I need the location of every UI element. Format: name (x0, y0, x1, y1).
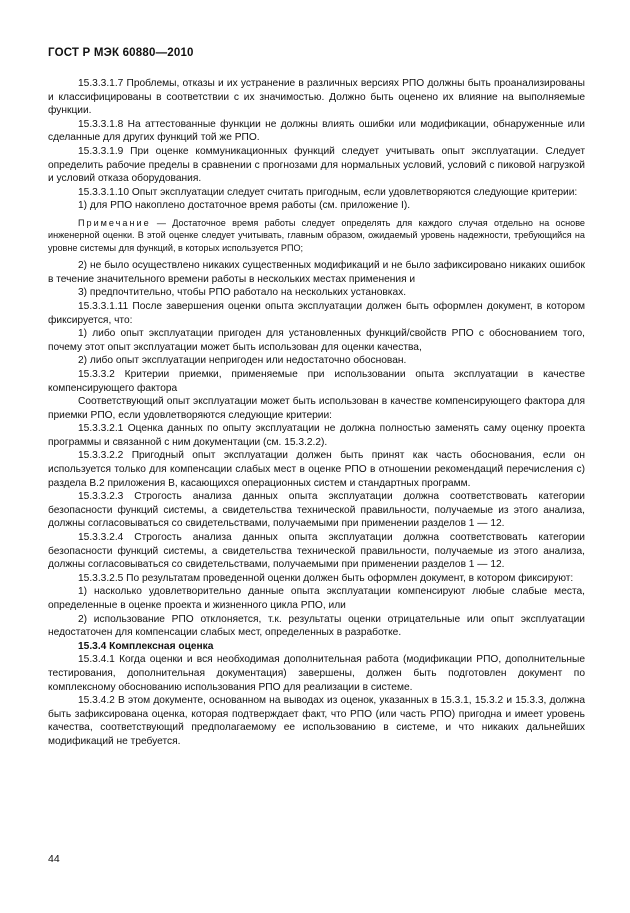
paragraph: 15.3.3.2.5 По результатам проведенной оценки должен быть оформлен документ, в котором фиксируют: (78, 572, 574, 584)
paragraph: 15.3.3.2.3 Строгость анализа данных опыта эксплуатации должна соответствовать категории безопасности функций системы, а свидетельства технической правильности, получаемые из этого анализа, должны согласовываться со свидетельствами, получаемыми при применении разделов 1 — 12. (48, 491, 585, 530)
paragraph: 1) либо опыт эксплуатации пригоден для установленных функций/свойств РПО с обоснованием того, почему этот опыт эксплуатации может быть использован для оценки качества, (48, 328, 585, 353)
paragraph: 15.3.4.2 В этом документе, основанном на выводах из оценок, указанных в 15.3.1, 15.3.2 и 15.3.3, должна быть зафиксирована оценка, которая подтверждает факт, что РПО (или часть РПО) пригодна и имеет уровень качества, соответствующий предполагаемому ее использованию в системе, и что никаких дальнейших модификаций не требуется. (48, 695, 585, 747)
paragraph: Соответствующий опыт эксплуатации может быть использован в качестве компенсирующего фактора для приемки РПО, если удовлетворяются следующие критерии: (48, 396, 585, 421)
paragraph: 15.3.3.2.4 Строгость анализа данных опыта эксплуатации должна соответствовать категории безопасности функций системы, а свидетельства технической правильности, получаемые из этого анализа, должны согласовываться со свидетельствами, получаемыми при применении разделов 1 — 12. (48, 532, 585, 571)
standard-header: ГОСТ Р МЭК 60880—2010 (48, 47, 194, 59)
note (48, 217, 585, 254)
paragraph: 15.3.3.1.10 Опыт эксплуатации следует считать пригодным, если удовлетворяются следующие критерии: (78, 186, 578, 198)
note-label: Примечание (78, 217, 151, 228)
paragraph: 15.3.4.1 Когда оценки и вся необходимая дополнительная работа (модификации РПО, дополнительные тестирования, дополнительная документация) завершены, должен быть подготовлен документ по комплексному обоснованию использования РПО для реализации в системе. (48, 654, 585, 693)
paragraph: 2) либо опыт эксплуатации непригоден или недостаточно обоснован. (78, 355, 407, 367)
paragraph: 2) не было осуществлено никаких существенных модификаций и не было зафиксировано никаких ошибок в течение значительного времени работы в нескольких местах применения и (48, 260, 585, 285)
paragraph: 15.3.3.2 Критерии приемки, применяемые при использовании опыта эксплуатации в качестве компенсирующего фактора (48, 368, 585, 394)
page-number: 44 (48, 853, 60, 865)
paragraph: 15.3.3.1.9 При оценке коммуникационных функций следует учитывать опыт эксплуатации. Следует определить рабочие пределы в сравнении с прогнозами для нормальных условий, условий с пиковой нагрузкой и условий отказа оборудования. (48, 145, 585, 185)
paragraph: 15.3.3.1.7 Проблемы, отказы и их устранение в различных версиях РПО должны быть проанализированы и классифицированы в соответствии с их значимостью. Должно быть оценено их влияние на выполняемые функции. (48, 78, 585, 117)
section-heading: 15.3.4 Комплексная оценка (78, 640, 214, 652)
paragraph: 15.3.3.1.8 На аттестованные функции не должны влиять ошибки или модификации, обнаруженные или сделанные для других функций той же РПО. (48, 118, 585, 144)
paragraph: 1) для РПО накоплено достаточное время работы (см. приложение I). (78, 200, 411, 212)
paragraph: 15.3.3.2.2 Пригодный опыт эксплуатации должен быть принят как часть обоснования, если он используется только для компенсации слабых мест в оценке РПО в отношении рекомендаций перечисления с) раздела В.2 приложения В, касающихся операционных систем и стандартных программ. (48, 450, 585, 489)
paragraph: 15.3.3.1.11 После завершения оценки опыта эксплуатации должен быть оформлен документ, в котором фиксируется, что: (48, 300, 585, 326)
paragraph: 15.3.3.2.1 Оценка данных по опыту эксплуатации не должна полностью заменять саму оценку проекта программы и связанной с ним документации (см. 15.3.2.2). (48, 423, 585, 448)
note-text: — Достаточное время работы следует определять для каждого случая отдельно на основе инженерной оценки. В этой оценке следует учитывать, главным образом, ожидаемый уровень надежности, требующийся на уровне системы для функций, в которых используется РПО; (48, 217, 585, 253)
paragraph: 1) насколько удовлетворительно данные опыта эксплуатации компенсируют любые слабые места, определенные в оценке проекта и жизненного цикла РПО, или (48, 586, 585, 611)
document-body (48, 77, 585, 749)
paragraph: 3) предпочтительно, чтобы РПО работало на нескольких установках. (78, 287, 407, 299)
paragraph: 2) использование РПО отклоняется, т.к. результаты оценки отрицательные или опыт эксплуатации недостаточен для компенсации слабых мест, определенных в разработке. (48, 613, 585, 639)
